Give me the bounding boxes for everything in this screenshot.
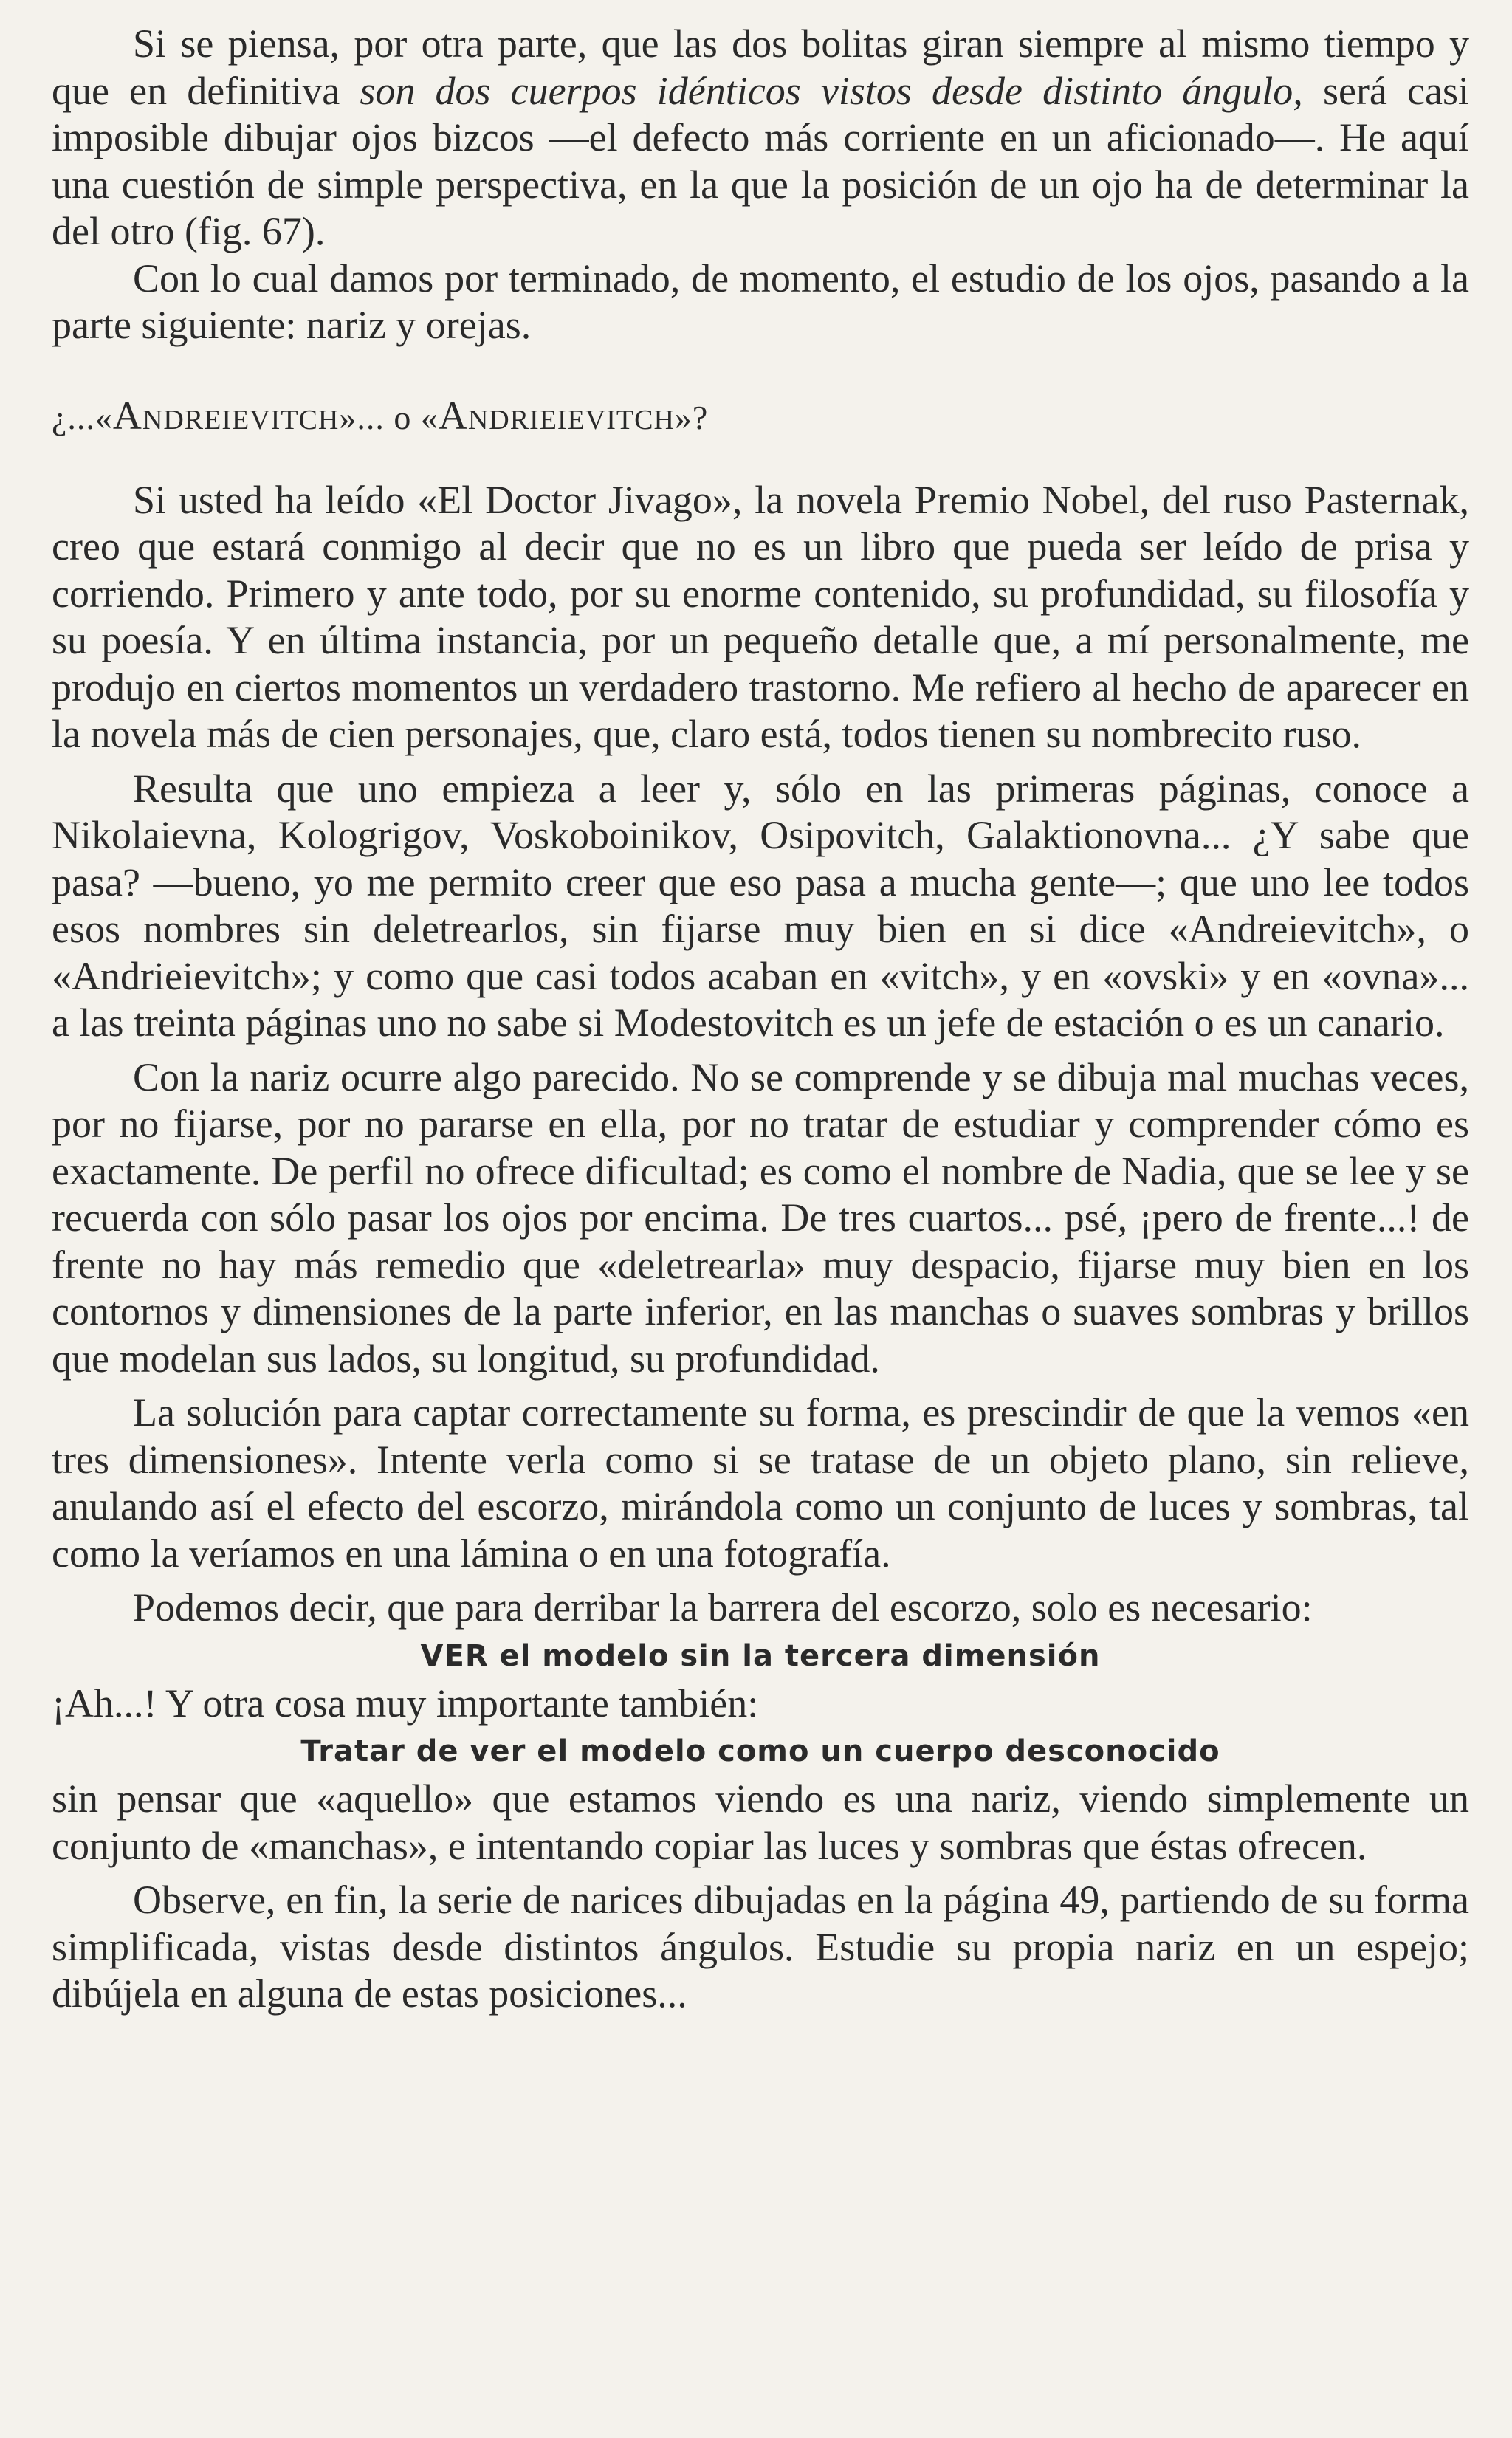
- heading-text: »... o «: [339, 398, 439, 436]
- paragraph-text: Si se piensa, por otra parte, que las dos bolitas giran siempre al mismo tiempo y que en definitiva: [52, 21, 1469, 113]
- heading-word: Andreievitch: [112, 393, 340, 438]
- paragraph-another-thing: ¡Ah...! Y otra cosa muy importante también:: [52, 1680, 759, 1726]
- paragraph-text: será casi imposible dibujar ojos bizcos —el defecto más corriente en un aficionado—. He aquí una cuestión de simple perspectiva, en la que la posición de un ojo ha de determinar la del otro (fig. 67).: [52, 68, 1469, 253]
- paragraph-doctor-jivago: Si usted ha leído «El Doctor Jivago», la novela Premio Nobel, del ruso Pasternak, creo que estará conmigo al decir que no es un libro que pueda ser leído de prisa y corriendo. Primero y ante todo, por su enorme contenido, su profundidad, su filosofía y su poesía. Y en última instancia, por un pequeño detalle que, a mí personalmente, me produjo en ciertos momentos un verdadero trastorno. Me refiero al hecho de aparecer en la novela más de cien personajes, que, claro está, todos tienen su nombrecito ruso.: [52, 477, 1469, 756]
- bold-statement-second: Tratar de ver el modelo como un cuerpo desconocido: [300, 1734, 1220, 1768]
- paragraph-nose-similar: Con la nariz ocurre algo parecido. No se comprende y se dibuja mal muchas veces, por no fijarse, por no pararse en ella, por no tratar de estudiar y comprender cómo es exactamente. De perfil no ofrece dificultad; es como el nombre de Nadia, que se lee y se recuerda con sólo pasar los ojos por encima. De tres cuartos... psé, ¡pero de frente...! de frente no hay más remedio que «deletrearla» muy despacio, fijarse muy bien en los contornos y dimensiones de la parte inferior, en las manchas o suaves sombras y brillos que modelan sus lados, su longitud, su profundidad.: [52, 1054, 1469, 1381]
- document-page: [52, 21, 1469, 2420]
- section-heading: [52, 394, 1469, 440]
- bold-statement-first: VER el modelo sin la tercera dimensión: [420, 1638, 1101, 1673]
- heading-text: »?: [674, 398, 709, 436]
- paragraph-eyes-conclusion: Con lo cual damos por terminado, de momento, el estudio de los ojos, pasando a la parte siguiente: nariz y orejas.: [52, 255, 1469, 347]
- paragraph-perspective: [52, 21, 1469, 255]
- heading-word: Andrieievitch: [438, 393, 675, 438]
- heading-text: ¿...«: [52, 398, 113, 436]
- paragraph-necessary: Podemos decir, que para derribar la barrera del escorzo, solo es necesario:: [133, 1585, 1313, 1630]
- paragraph-solution: La solución para captar correctamente su forma, es prescindir de que la vemos «en tres dimensiones». Intente verla como si se tratase de un objeto plano, sin relieve, anulando así el efecto del escorzo, mirándola como un conjunto de luces y sombras, tal como la veríamos en una lámina o en una fotografía.: [52, 1390, 1469, 1576]
- paragraph-russian-names: Resulta que uno empieza a leer y, sólo en las primeras páginas, conoce a Nikolaievna, Kologrigov, Voskoboinikov, Osipovitch, Galaktionovna... ¿Y sabe que pasa? —bueno, yo me permito creer que eso pasa a mucha gente—; que uno lee todos esos nombres sin deletrearlos, sin fijarse muy bien en si dice «Andreievitch», o «Andrieievitch»; y como que casi todos acaban en «vitch», y en «ovski» y en «ovna»... a las treinta páginas uno no sabe si Modestovitch es un jefe de estación o es un canario.: [52, 766, 1469, 1045]
- paragraph-without-thinking: sin pensar que «aquello» que estamos viendo es una nariz, viendo simplemente un conjunto de «manchas», e intentando copiar las luces y sombras que éstas ofrecen.: [52, 1776, 1469, 1868]
- paragraph-observe: Observe, en fin, la serie de narices dibujadas en la página 49, partiendo de su forma simplificada, vistas desde distintos ángulos. Estudie su propia nariz en un espejo; dibújela en alguna de estas posiciones...: [52, 1878, 1469, 2016]
- emphasis-text: son dos cuerpos idénticos vistos desde distinto ángulo,: [360, 68, 1303, 113]
